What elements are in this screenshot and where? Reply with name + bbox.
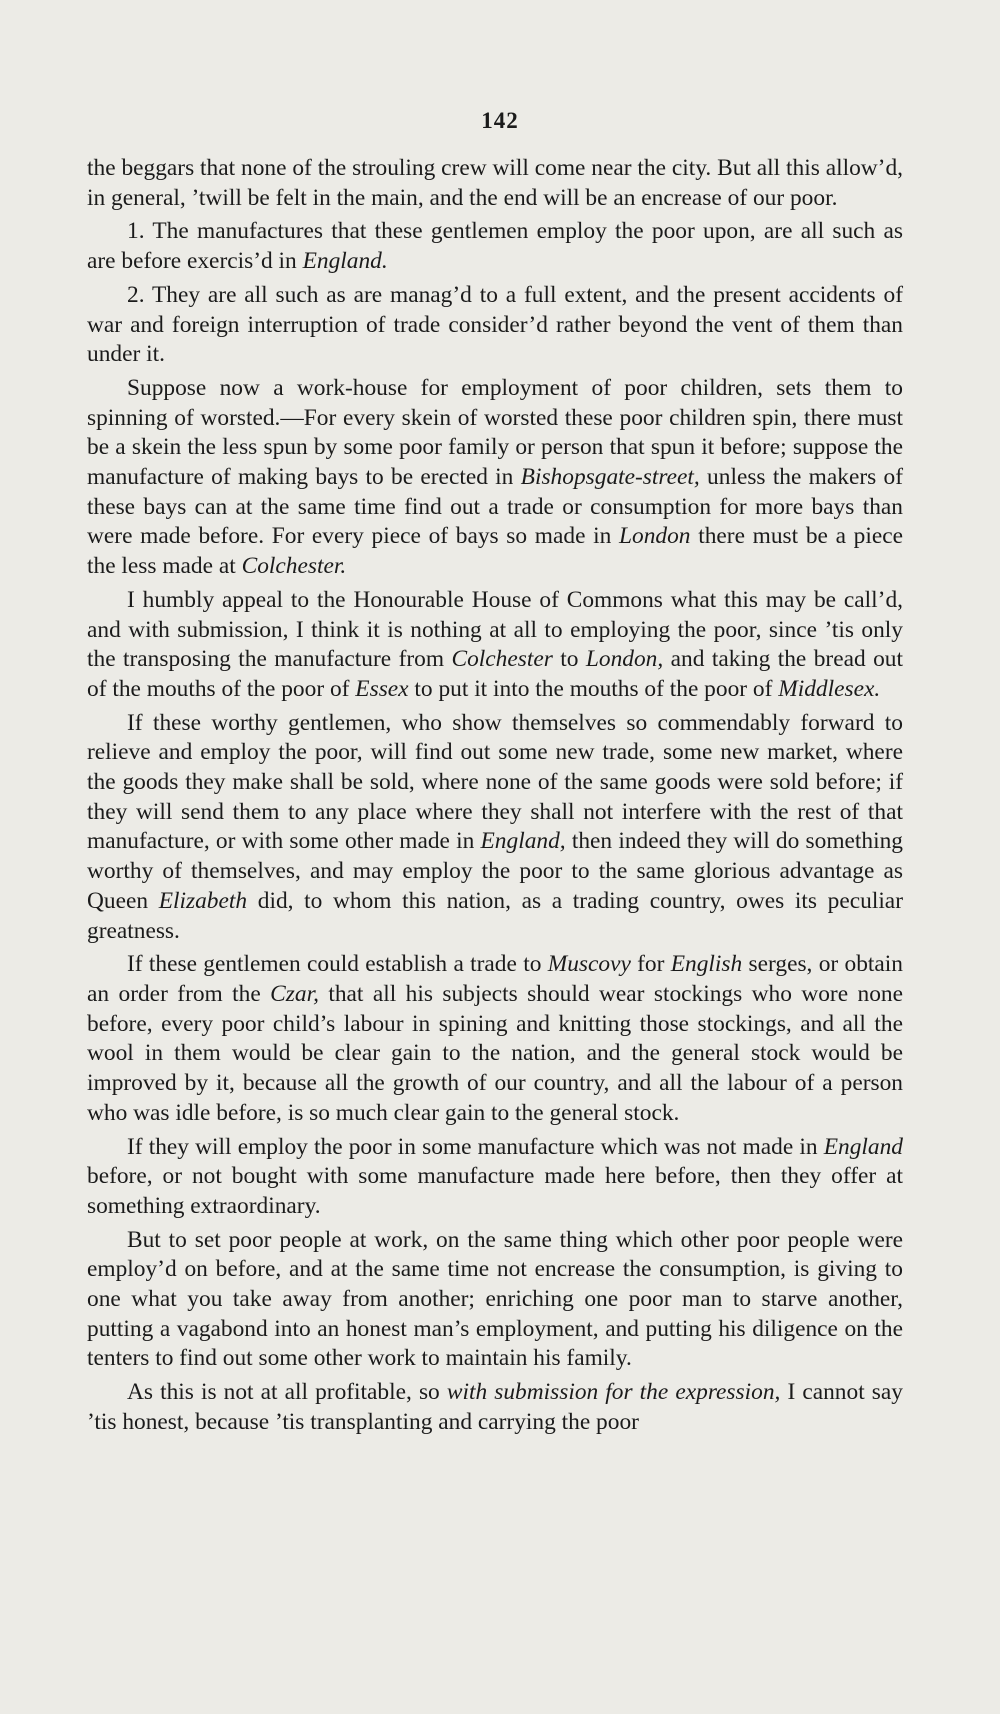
- text-run: If these gentlemen could establish a trade to: [127, 951, 548, 978]
- text-run: As this is not at all profitable, so: [127, 1379, 447, 1406]
- paragraph: [87, 1378, 903, 1437]
- italic-text: Colchester: [451, 646, 553, 673]
- text-run: 1. The manufactures that these gentlemen employ the poor upon, are all such as are before exercis’d in: [87, 218, 903, 275]
- text-run: unless the makers of these bays can at the same time find out a trade or consumption for more bays than were made before. For every piece of bays so made in: [87, 464, 903, 550]
- text-run: serges, or obtain an order from the: [87, 951, 903, 1007]
- text-run: then indeed they will do something worthy of themselves, and may employ the poor to the same glorious advantage as Queen: [87, 828, 903, 914]
- text-run: Suppose now a work-house for employment of poor children, sets them to spinning of worsted.—For every skein of worsted these poor children spin, there must be a skein the less spun by some poor family or person that spun it before; suppose the manufacture of making bays to be erected in: [87, 374, 903, 491]
- text-run: for: [630, 951, 671, 978]
- paragraph: [87, 374, 903, 582]
- text-run: I humbly appeal to the Honourable House of Commons what this may be call’d, and with submission, I think it is nothing at all to employing the poor, since ’tis only the transposing the manufacture from: [87, 586, 903, 673]
- page-number: 142: [481, 108, 519, 133]
- italic-text: England,: [480, 828, 566, 855]
- paragraph: [87, 709, 903, 947]
- paragraph: [87, 950, 903, 1128]
- body-text: [87, 154, 903, 1442]
- text-run: there must be a piece the less made at: [87, 523, 903, 580]
- italic-text: Muscovy: [547, 951, 631, 978]
- text-run: and taking the bread out of the mouths of the poor of: [87, 646, 903, 702]
- text-run: to: [552, 646, 586, 673]
- text-run: If these worthy gentlemen, who show themselves so commendably forward to relieve and employ the poor, will find out some new trade, some new market, where the goods they make shall be sold, where none of the same goods were sold before; if they will send them to any place where they shall not interfere with the rest of that manufacture, or with some other made in: [87, 709, 903, 855]
- text-run: the beggars that none of the strouling crew will come near the city. But all this allow’d, in general, ’twill be felt in the main, and the end will be an encrease of our poor.: [87, 155, 903, 211]
- text-run: that all his subjects should wear stockings who wore none before, every poor child’s labour in spining and knitting those stockings, and all the wool in them would be clear gain to the nation, and the general stock would be improved by it, because all the growth of our country, and all the labour of a person who was idle before, is so much clear gain to the general stock.: [87, 980, 903, 1126]
- italic-text: England: [823, 1133, 903, 1160]
- text-run: to put it into the mouths of the poor of: [408, 675, 779, 702]
- italic-text: Colchester.: [241, 553, 347, 580]
- paragraph: [87, 1226, 903, 1375]
- italic-text: London: [619, 523, 691, 550]
- italic-text: Elizabeth: [158, 887, 248, 914]
- text-run: I cannot say ’tis honest, because ’tis transplanting and carrying the poor: [87, 1379, 903, 1435]
- paragraph: [87, 217, 903, 276]
- italic-text: England.: [302, 248, 388, 275]
- paragraph: [87, 586, 903, 705]
- italic-text: Bishopsgate-street,: [520, 464, 700, 491]
- italic-text: Czar,: [270, 980, 319, 1007]
- text-run: before, or not bought with some manufacture made here before, then they offer at something extraordinary.: [87, 1163, 903, 1219]
- italic-text: London,: [585, 646, 664, 673]
- paragraph: [87, 154, 903, 213]
- text-run: But to set poor people at work, on the same thing which other poor people were employ’d on before, and at the same time not encrease the consumption, is giving to one what you take away from another; enriching one poor man to starve another, putting a vagabond into an honest man’s employment, and putting his diligence on the tenters to find out some other work to maintain his family.: [87, 1226, 903, 1372]
- text-run: If they will employ the poor in some manufacture which was not made in: [127, 1133, 824, 1160]
- italic-text: Essex: [355, 675, 409, 702]
- paragraph: [87, 1133, 903, 1222]
- italic-text: English: [670, 951, 743, 978]
- text-run: 2. They are all such as are manag’d to a full extent, and the present accidents of war and foreign interruption of trade consider’d rather beyond the vent of them than under it.: [87, 281, 903, 368]
- italic-text: Middlesex.: [778, 675, 881, 702]
- italic-text: with submission for the expression,: [446, 1379, 781, 1406]
- paragraph: [87, 281, 903, 370]
- text-run: did, to whom this nation, as a trading country, owes its peculiar greatness.: [87, 887, 903, 944]
